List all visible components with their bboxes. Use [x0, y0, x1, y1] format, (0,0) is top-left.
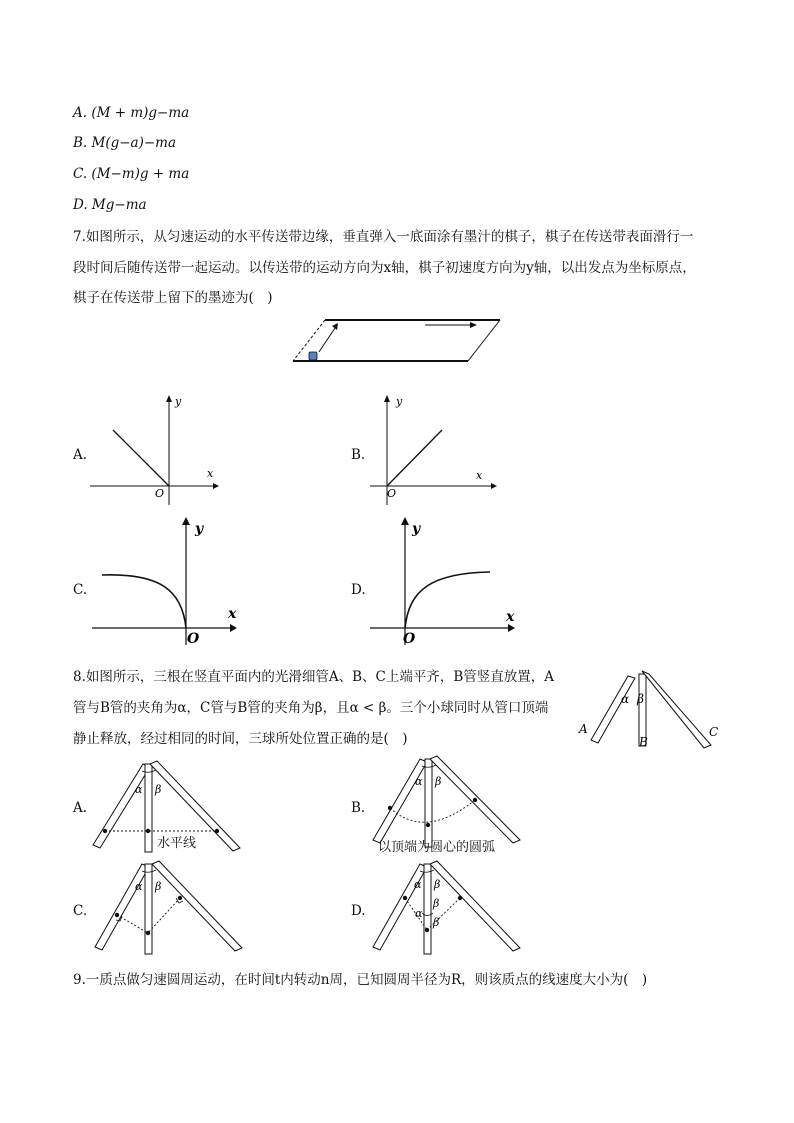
q8-option-a-label: A. — [73, 800, 88, 816]
q7-graph-a — [85, 393, 225, 505]
ink-trace — [387, 430, 442, 486]
y-axis-label: y — [195, 521, 204, 537]
origin-label: O — [155, 487, 165, 500]
beta-label: β — [435, 775, 442, 788]
ink-trace — [113, 430, 169, 486]
tube-c-label: C — [709, 725, 719, 739]
origin-label: O — [403, 631, 416, 647]
ink-trace — [405, 572, 490, 628]
q8-line3: 静止释放，经过相同的时间，三球所处位置正确的是( ) — [73, 731, 408, 747]
beta-label: β — [637, 692, 644, 706]
option-b: B. M(g−a)−ma — [73, 135, 177, 151]
tube-b — [145, 864, 152, 954]
tube-a-label: A — [579, 722, 588, 736]
q7-line3: 棋子在传送带上留下的墨迹为( ) — [73, 290, 273, 306]
q7-graph-b — [365, 393, 505, 505]
q7-option-a-label: A. — [73, 447, 88, 463]
q7-option-c-label: C. — [73, 582, 88, 598]
tube-a — [93, 764, 150, 848]
y-axis-label: y — [175, 395, 182, 408]
q8-option-b-figure — [370, 755, 525, 850]
caption-arc: 以顶端为圆心的圆弧 — [378, 840, 496, 855]
beta-label-top: β — [434, 878, 441, 891]
tube-a — [591, 676, 635, 743]
q7-option-b-label: B. — [351, 447, 366, 463]
tube-c — [152, 861, 242, 951]
caption-horizontal-line: 水平线 — [157, 836, 197, 851]
alpha-label-bottom: α — [415, 907, 423, 920]
x-axis-label: x — [207, 467, 214, 480]
beta-label-bottom: β — [433, 916, 440, 929]
q7-option-d-label: D. — [351, 582, 366, 598]
option-d: D. Mg−ma — [73, 197, 147, 213]
q9-line1: 9.一质点做匀速圆周运动，在时间t内转动n周，已知圆周半径为R，则该质点的线速度大小为( ) — [73, 972, 648, 988]
q7-graph-d — [368, 515, 528, 645]
q8-option-d-label: D. — [351, 903, 366, 919]
alpha-label: α — [135, 880, 143, 893]
ink-trace — [102, 575, 186, 628]
tube-c — [430, 861, 520, 951]
q8-tubes-figure — [575, 667, 725, 752]
q7-graph-c — [90, 515, 250, 645]
x-axis-label: x — [506, 609, 515, 625]
x-axis-label: x — [228, 606, 237, 622]
tube-a — [95, 864, 149, 950]
y-axis-label: y — [396, 395, 403, 408]
q8-line1: 8.如图所示，三根在竖直平面内的光滑细管A、B、C上端平齐，B管竖直放置，A — [73, 669, 555, 685]
alpha-label-top: α — [414, 878, 422, 891]
tube-b-label: B — [639, 735, 648, 749]
q8-option-c-figure — [92, 860, 247, 955]
chess-piece-velocity-arrow — [319, 328, 335, 352]
origin-label: O — [187, 631, 200, 647]
q8-line2: 管与B管的夹角为α，C管与B管的夹角为β，且α < β。三个小球同时从管口顶端 — [73, 700, 549, 716]
alpha-label: α — [135, 783, 143, 796]
beta-label-mid: β — [433, 897, 440, 910]
tube-b — [425, 759, 432, 847]
beta-label: β — [155, 880, 162, 893]
option-c: C. (M−m)g + ma — [73, 166, 190, 182]
tube-a — [373, 759, 427, 843]
alpha-label: α — [621, 692, 630, 706]
option-a: A. (M + m)g−ma — [73, 105, 190, 121]
beta-label: β — [155, 783, 162, 796]
tube-c — [642, 671, 711, 748]
y-axis-label: y — [412, 521, 421, 537]
q8-option-d-figure — [370, 860, 525, 955]
origin-label: O — [387, 487, 397, 500]
q7-line2: 段时间后随传送带一起运动。以传送带的运动方向为x轴，棋子初速度方向为y轴，以出发点为坐标原点， — [73, 260, 696, 276]
tube-b — [145, 764, 152, 852]
conveyor-belt-figure — [285, 312, 505, 368]
chess-piece-icon — [309, 352, 317, 360]
q7-line1: 7.如图所示，从匀速运动的水平传送带边缘，垂直弹入一底面涂有墨汁的棋子，棋子在传送带表面滑行一 — [73, 229, 694, 245]
q8-option-b-label: B. — [351, 800, 366, 816]
x-axis-label: x — [476, 469, 483, 482]
q8-option-c-label: C. — [73, 903, 88, 919]
alpha-label: α — [415, 775, 423, 788]
tube-b — [424, 864, 431, 954]
